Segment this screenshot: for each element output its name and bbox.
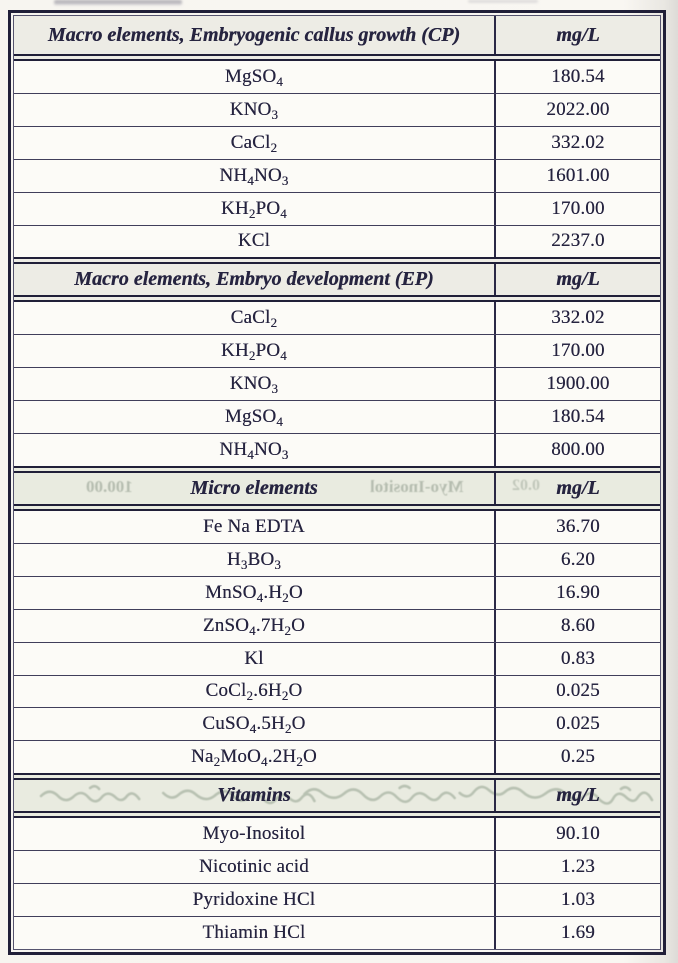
amount-value: 0.25 — [560, 746, 595, 768]
compound-formula: Thiamin HCl — [202, 921, 306, 943]
section-header-row-macro-ep — [14, 257, 660, 302]
amount-value: 0.025 — [556, 680, 600, 702]
compound-cell — [14, 884, 496, 916]
amount-cell — [496, 302, 660, 334]
compound-cell — [14, 643, 496, 675]
table-row — [14, 159, 660, 192]
amount-value: 90.10 — [556, 823, 600, 845]
amount-value: 1.03 — [560, 888, 595, 910]
table-row — [14, 192, 660, 225]
section-title: Micro elements — [14, 473, 496, 504]
compound-cell — [14, 226, 496, 258]
amount-cell — [496, 643, 660, 675]
compound-formula: $NH_4NO_3$ — [219, 439, 289, 463]
compound-cell — [14, 708, 496, 740]
compound-formula: $MnSO_4.H_2O$ — [205, 581, 303, 605]
section-title: Macro elements, Embryogenic callus growth (CP) — [14, 16, 496, 54]
amount-value: 170.00 — [551, 197, 605, 219]
section-title: Macro elements, Embryo development (EP) — [14, 264, 496, 295]
amount-cell — [496, 544, 660, 576]
compound-cell — [14, 851, 496, 883]
compound-formula: $KH_2PO_4$ — [220, 197, 287, 221]
amount-cell — [496, 741, 660, 773]
unit-label: mg/L — [556, 23, 600, 46]
table-row — [14, 642, 660, 675]
bleedthrough-text: Myo-Inositol — [370, 477, 464, 497]
compound-cell — [14, 917, 496, 949]
amount-value: 180.54 — [551, 65, 605, 87]
bleedthrough-text: 100.00 — [86, 477, 133, 497]
table-row — [14, 675, 660, 708]
compound-formula: $KNO_3$ — [229, 98, 279, 122]
compound-cell — [14, 368, 496, 400]
amount-value: 332.02 — [551, 131, 605, 153]
amount-cell — [496, 577, 660, 609]
amount-value: 16.90 — [556, 581, 600, 603]
amount-cell — [496, 610, 660, 642]
amount-value: 1.69 — [560, 921, 595, 943]
table-row — [14, 367, 660, 400]
compound-cell — [14, 401, 496, 433]
amount-cell — [496, 401, 660, 433]
table-row — [14, 400, 660, 433]
amount-cell — [496, 676, 660, 708]
table-row — [14, 433, 660, 466]
amount-cell — [496, 884, 660, 916]
unit-label: mg/L — [556, 268, 600, 291]
amount-value: 180.54 — [551, 406, 605, 428]
compound-formula: $KNO_3$ — [229, 373, 279, 397]
section-title: Vitamins — [14, 780, 496, 811]
table-row — [14, 511, 660, 543]
amount-cell — [496, 160, 660, 192]
compound-formula: $CuSO_4.5H_2O$ — [202, 713, 306, 737]
amount-cell — [496, 61, 660, 93]
amount-cell — [496, 851, 660, 883]
amount-value: 36.70 — [556, 515, 600, 537]
table-row — [14, 609, 660, 642]
table-row — [14, 302, 660, 334]
amount-value: 2237.0 — [551, 230, 605, 252]
amount-value: 1.23 — [560, 856, 595, 878]
compound-formula: $Na_2MoO_4.2H_2O$ — [191, 746, 317, 770]
unit-label: mg/L — [556, 476, 600, 499]
section-header-row-micro — [14, 466, 660, 511]
compound-formula: Kl — [244, 647, 264, 669]
media-composition-table — [8, 10, 666, 955]
amount-cell — [496, 511, 660, 543]
amount-cell — [496, 193, 660, 225]
compound-cell — [14, 676, 496, 708]
compound-cell — [14, 127, 496, 159]
compound-formula: CaCl$_2$ — [230, 307, 278, 331]
section-header-row-macro-cp — [14, 16, 660, 61]
table-row — [14, 916, 660, 949]
compound-formula: $ZnSO_4.7H_2O$ — [202, 614, 305, 638]
amount-value: 1900.00 — [546, 373, 610, 395]
amount-cell — [496, 917, 660, 949]
amount-value: 332.02 — [551, 307, 605, 329]
table-row — [14, 740, 660, 773]
amount-cell — [496, 818, 660, 850]
compound-cell — [14, 61, 496, 93]
amount-cell — [496, 335, 660, 367]
amount-value: 6.20 — [560, 548, 595, 570]
amount-value: 8.60 — [560, 614, 595, 636]
composition-table-body — [13, 15, 661, 950]
compound-formula: MgSO$_4$ — [224, 65, 284, 89]
table-row — [14, 576, 660, 609]
compound-formula: Myo-Inositol — [202, 823, 306, 845]
table-row — [14, 850, 660, 883]
compound-cell — [14, 610, 496, 642]
table-row — [14, 93, 660, 126]
table-row — [14, 61, 660, 93]
compound-cell — [14, 302, 496, 334]
compound-cell — [14, 94, 496, 126]
compound-formula: MgSO$_4$ — [224, 406, 284, 430]
compound-cell — [14, 544, 496, 576]
compound-formula: Nicotinic acid — [199, 856, 309, 878]
amount-value: 0.025 — [556, 713, 600, 735]
compound-formula: Pyridoxine HCl — [192, 888, 316, 910]
table-row — [14, 225, 660, 258]
table-row — [14, 543, 660, 576]
compound-formula: KCl — [237, 230, 271, 252]
compound-cell — [14, 193, 496, 225]
compound-formula: CaCl$_2$ — [230, 131, 278, 155]
amount-cell — [496, 708, 660, 740]
amount-cell — [496, 94, 660, 126]
table-row — [14, 334, 660, 367]
compound-formula: Fe Na EDTA — [203, 515, 305, 537]
compound-formula: $NH_4NO_3$ — [219, 164, 289, 188]
compound-cell — [14, 434, 496, 466]
amount-cell — [496, 434, 660, 466]
amount-cell — [496, 127, 660, 159]
scan-smudge-artifact — [54, 0, 182, 5]
amount-cell — [496, 368, 660, 400]
scan-smudge-artifact — [468, 0, 538, 3]
compound-cell — [14, 577, 496, 609]
amount-value: 0.83 — [560, 647, 595, 669]
compound-cell — [14, 818, 496, 850]
amount-cell — [496, 226, 660, 258]
compound-formula: $H_3BO_3$ — [226, 548, 282, 572]
bleedthrough-text: 0.02 — [512, 477, 540, 495]
amount-value: 800.00 — [551, 439, 605, 461]
compound-cell — [14, 160, 496, 192]
table-row — [14, 707, 660, 740]
amount-value: 170.00 — [551, 340, 605, 362]
unit-label: mg/L — [556, 784, 600, 807]
table-row — [14, 818, 660, 850]
amount-value: 1601.00 — [546, 164, 610, 186]
compound-cell — [14, 335, 496, 367]
section-header-row-vitamins — [14, 773, 660, 818]
table-row — [14, 126, 660, 159]
compound-cell — [14, 511, 496, 543]
table-row — [14, 883, 660, 916]
compound-formula: $CoCl_2.6H_2O$ — [205, 680, 303, 704]
amount-value: 2022.00 — [546, 98, 610, 120]
compound-formula: $KH_2PO_4$ — [220, 340, 287, 364]
compound-cell — [14, 741, 496, 773]
